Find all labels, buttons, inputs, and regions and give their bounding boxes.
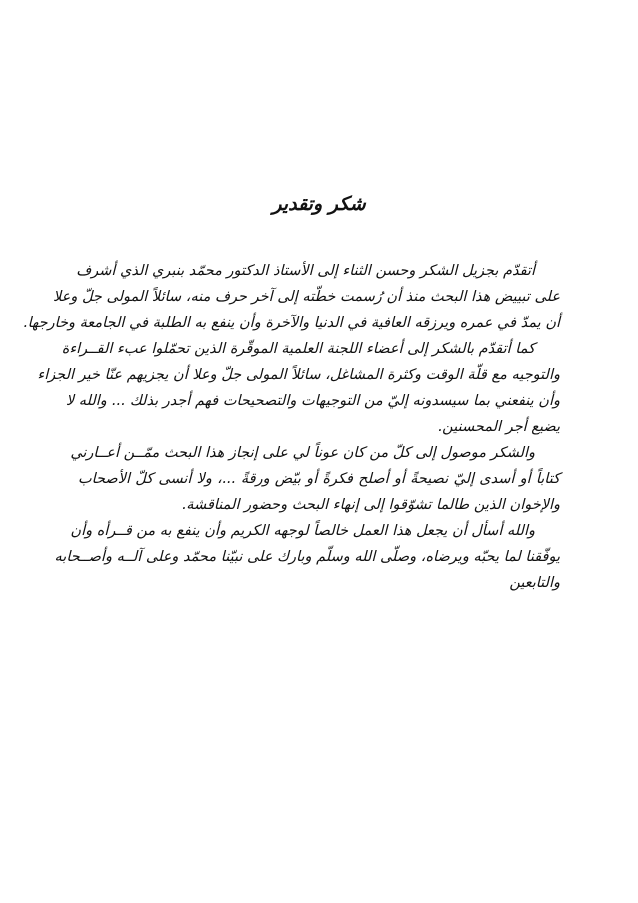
paragraph-line: يضيع أجر المحسنين. bbox=[437, 419, 560, 435]
paragraph-line: أن يمدّ في عمره ويرزقه العافية في الدنيا والآخرة وأن ينفع به الطلبة في الجامعة وخارجها. bbox=[22, 315, 560, 331]
paragraph-line: على تبييض هذا البحث منذ أن رُسمت خطّته إلى آخر حرف منه، سائلاً المولى جلّ وعلا bbox=[53, 289, 560, 305]
paragraph-line: والله أسأل أن يجعل هذا العمل خالصاً لوجهه الكريم وأن ينفع به من قــرأه وأن bbox=[70, 523, 535, 539]
paragraph-line: وأن ينفعني بما سيسدونه إليّ من التوجيهات والتصحيحات فهم أجدر بذلك ... والله لا bbox=[65, 393, 560, 409]
page-title: شكر وتقدير bbox=[272, 193, 366, 215]
paragraph-line: والتابعين bbox=[509, 575, 560, 591]
paragraph-line: أتقدّم بجزيل الشكر وحسن الثناء إلى الأستاذ الدكتور محمّد بنبري الذي أشرف bbox=[76, 263, 535, 279]
paragraph-line: والتوجيه مع قلّة الوقت وكثرة المشاغل، سائلاً المولى جلّ وعلا أن يجزيهم عنّا خير الجزاء bbox=[37, 367, 560, 383]
paragraph-line: والإخوان الذين طالما تشوّقوا إلى إنهاء البحث وحضور المناقشة. bbox=[181, 497, 560, 513]
paragraph-line: والشكر موصول إلى كلّ من كان عوناً لي على إنجاز هذا البحث ممّــن أعــارني bbox=[70, 445, 535, 461]
paragraph-line: كما أتقدّم بالشكر إلى أعضاء اللجنة العلمية الموقّرة الذين تحمّلوا عبء القــراءة bbox=[61, 341, 535, 357]
paragraph-line: كتاباً أو أسدى إليّ نصيحةً أو أصلح فكرةً أو بيّض ورقةً ...، ولا أنسى كلّ الأصحاب bbox=[78, 471, 560, 487]
paragraph-line: يوفّقنا لما يحبّه ويرضاه، وصلّى الله وسلّم وبارك على نبيّنا محمّد وعلى آلــه وأصــحابه bbox=[54, 549, 560, 565]
